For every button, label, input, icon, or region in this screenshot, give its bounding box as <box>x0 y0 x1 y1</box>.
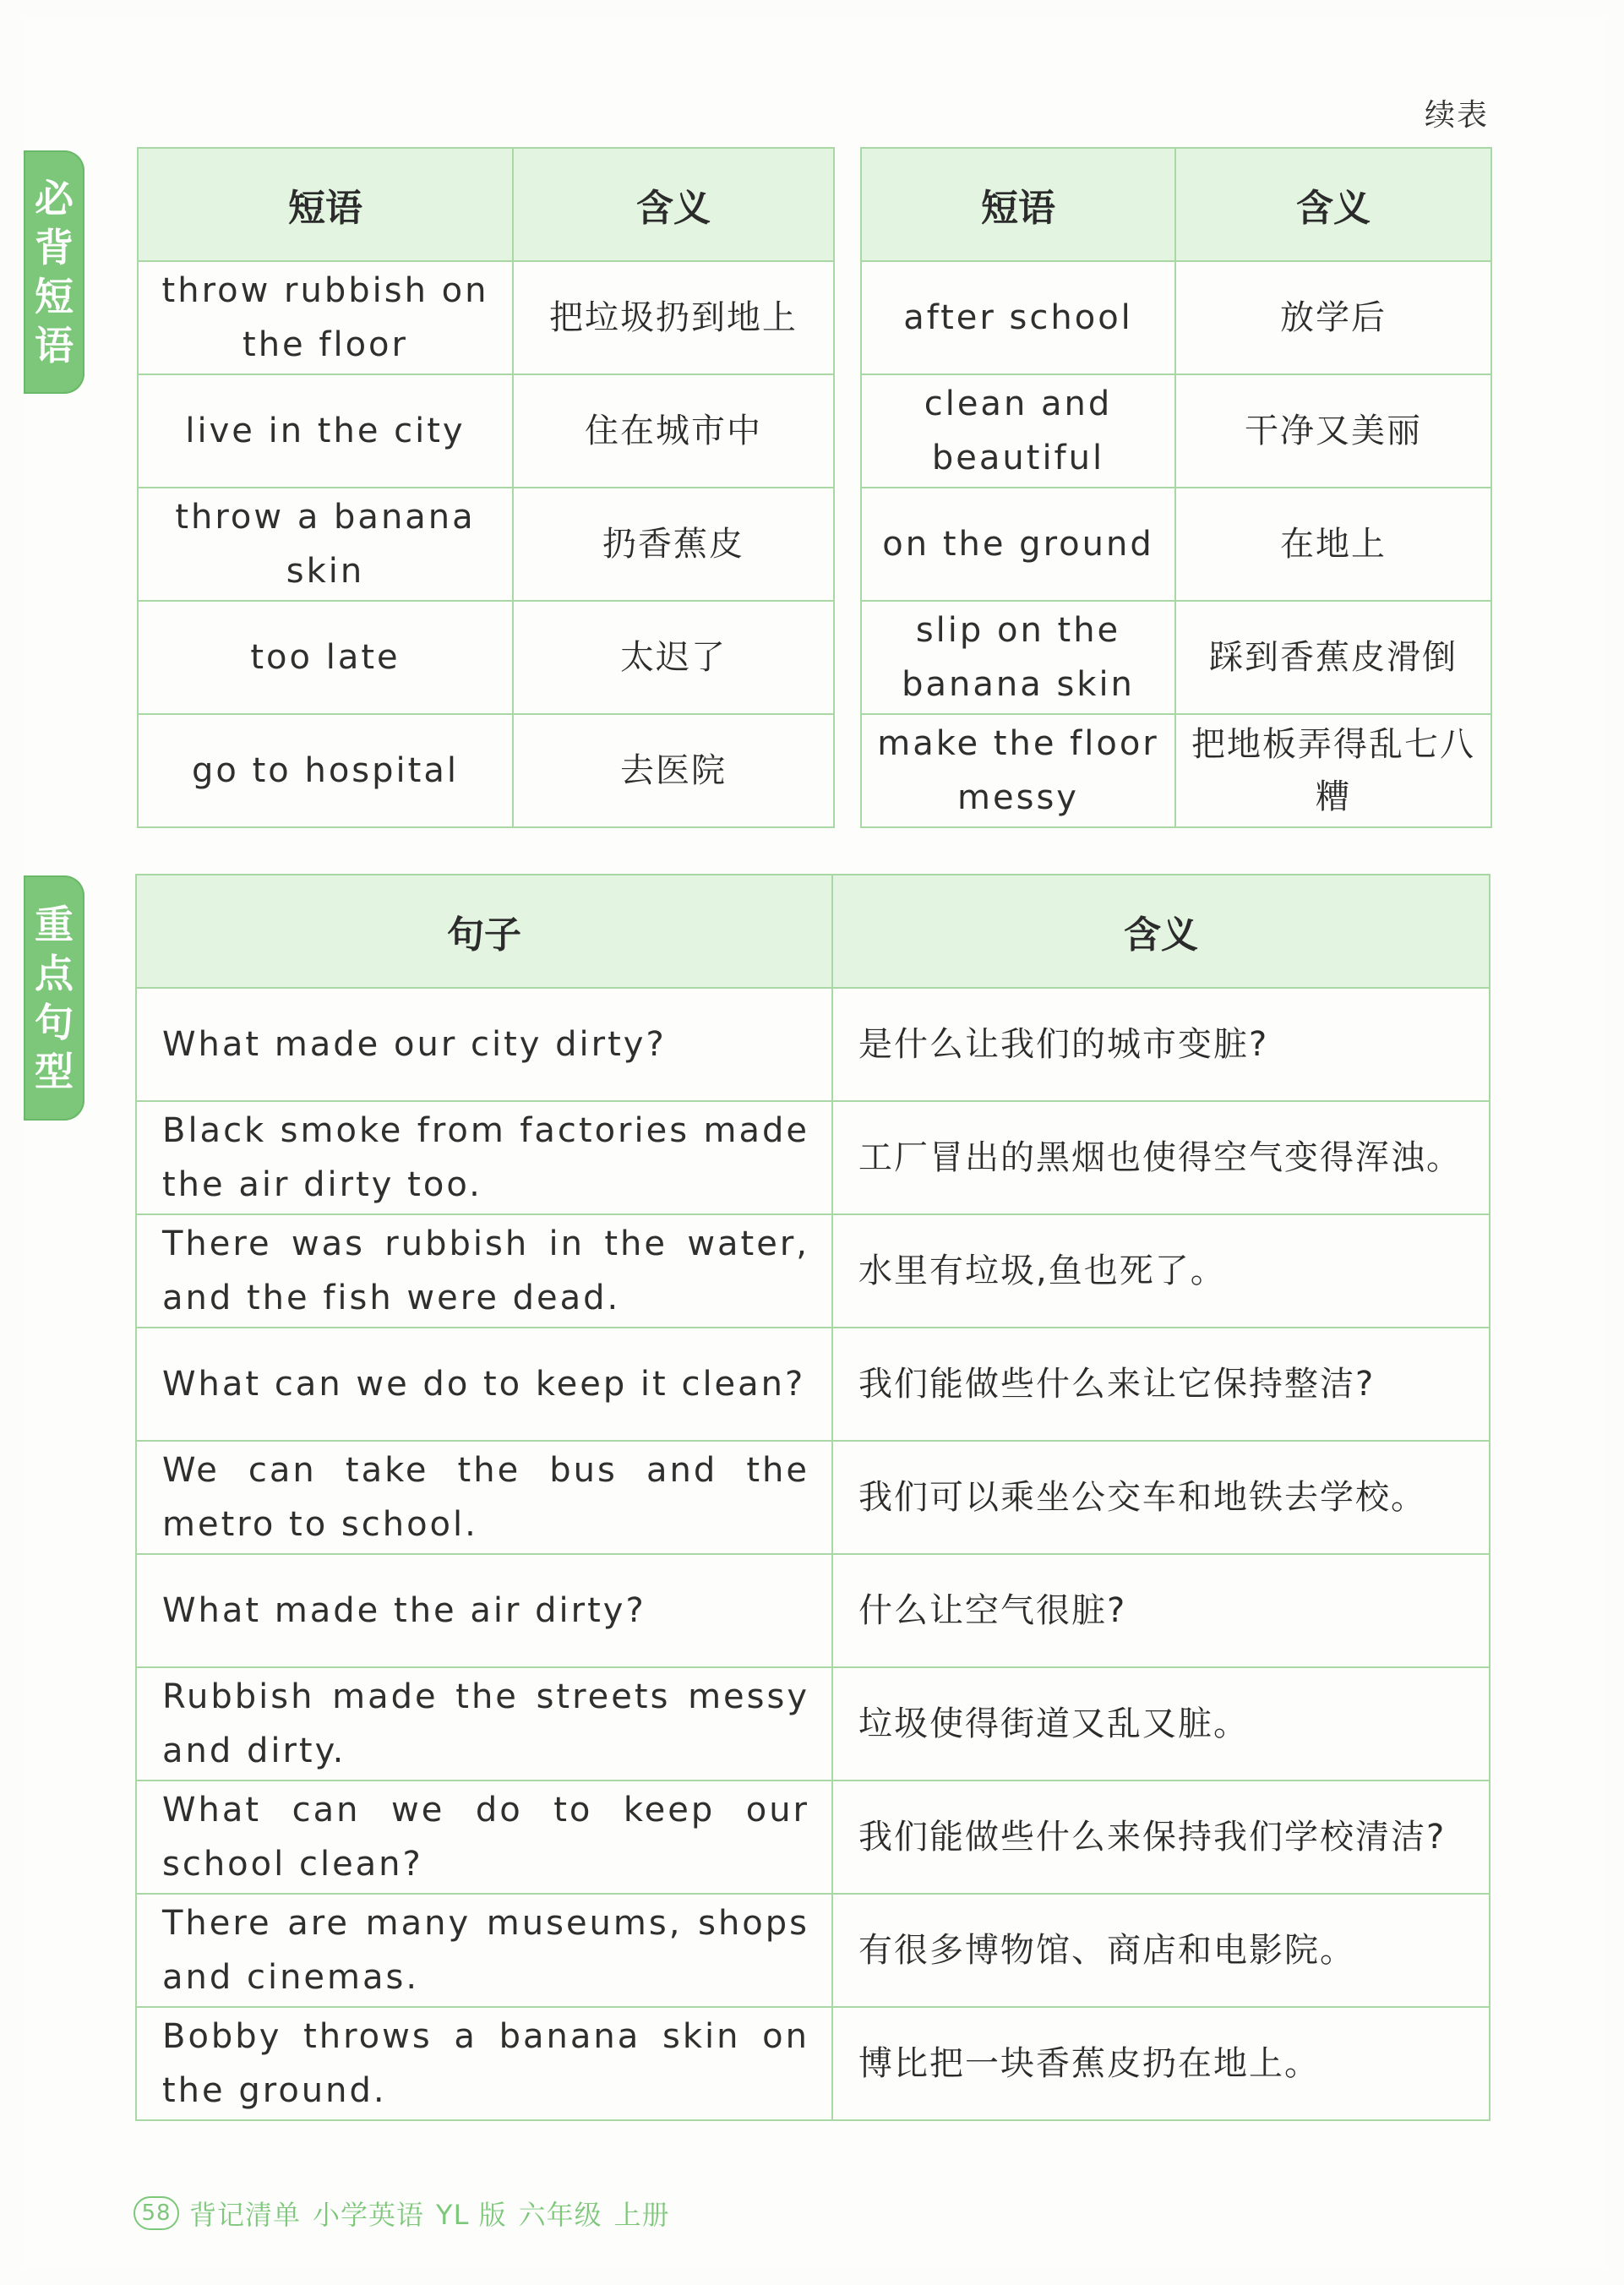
header-sentence: 句子 <box>136 875 832 988</box>
book-title: 背记清单 <box>189 2199 302 2231</box>
edition: YL 版 <box>436 2199 507 2231</box>
table-header-row <box>136 875 1490 988</box>
sentence-zh: 什么让空气很脏? <box>832 1554 1490 1667</box>
sentence-en: Black smoke from factories made the air dirty too. <box>136 1101 832 1214</box>
sentence-zh: 我们能做些什么来让它保持整洁? <box>832 1328 1490 1441</box>
table-row <box>861 488 1491 601</box>
phrase-zh: 住在城市中 <box>513 374 834 488</box>
side-tab-char: 型 <box>35 1049 74 1094</box>
phrase-table-right <box>860 147 1492 828</box>
table-row <box>136 1101 1490 1214</box>
header-phrase: 短语 <box>138 148 513 261</box>
sentence-en: There was rubbish in the water, and the fish were dead. <box>136 1214 832 1328</box>
phrase-zh: 在地上 <box>1175 488 1491 601</box>
sentence-en: What can we do to keep our school clean? <box>136 1781 832 1894</box>
side-tab-must-memorize-phrases <box>24 150 84 394</box>
side-tab-char: 短 <box>35 274 74 319</box>
side-tab-char: 语 <box>35 323 74 368</box>
header-phrase: 短语 <box>861 148 1175 261</box>
table-row <box>138 601 834 714</box>
table-row <box>861 374 1491 488</box>
grade: 六年级 <box>518 2199 602 2231</box>
side-tab-char: 句 <box>35 1000 74 1045</box>
table-row <box>138 261 834 374</box>
sentence-zh: 有很多博物馆、商店和电影院。 <box>832 1894 1490 2007</box>
header-meaning: 含义 <box>513 148 834 261</box>
phrase-en: go to hospital <box>138 714 513 827</box>
phrase-en: too late <box>138 601 513 714</box>
phrase-en: throw a banana skin <box>138 488 513 601</box>
table-row <box>138 374 834 488</box>
table-row <box>861 714 1491 827</box>
sentence-zh: 我们可以乘坐公交车和地铁去学校。 <box>832 1441 1490 1554</box>
phrase-en: after school <box>861 261 1175 374</box>
sentence-zh: 博比把一块香蕉皮扔在地上。 <box>832 2007 1490 2120</box>
phrase-en: slip on the banana skin <box>861 601 1175 714</box>
subject: 小学英语 <box>313 2199 425 2231</box>
table-row <box>136 1781 1490 1894</box>
phrase-en: on the ground <box>861 488 1175 601</box>
side-tab-char: 点 <box>35 951 74 996</box>
table-row <box>861 261 1491 374</box>
sentence-en: There are many museums, shops and cinemas. <box>136 1894 832 2007</box>
table-row <box>136 988 1490 1101</box>
sentence-zh: 是什么让我们的城市变脏? <box>832 988 1490 1101</box>
table-row <box>136 2007 1490 2120</box>
table-row <box>138 714 834 827</box>
table-header-row <box>138 148 834 261</box>
phrase-zh: 干净又美丽 <box>1175 374 1491 488</box>
side-tab-key-sentences <box>24 875 84 1121</box>
table-row <box>136 1894 1490 2007</box>
side-tab-char: 重 <box>35 902 74 947</box>
header-meaning: 含义 <box>832 875 1490 988</box>
page-number: 58 <box>134 2196 179 2230</box>
side-tab-char: 背 <box>35 225 74 270</box>
phrase-zh: 踩到香蕉皮滑倒 <box>1175 601 1491 714</box>
table-row <box>136 1554 1490 1667</box>
phrase-table-left <box>137 147 835 828</box>
phrase-zh: 把地板弄得乱七八糟 <box>1175 714 1491 827</box>
sentence-en: Bobby throws a banana skin on the ground. <box>136 2007 832 2120</box>
sentence-en: What made the air dirty? <box>136 1554 832 1667</box>
phrase-zh: 扔香蕉皮 <box>513 488 834 601</box>
sentence-zh: 垃圾使得街道又乱又脏。 <box>832 1667 1490 1781</box>
header-meaning: 含义 <box>1175 148 1491 261</box>
table-row <box>136 1328 1490 1441</box>
sentence-table <box>135 874 1490 2121</box>
table-row <box>136 1667 1490 1781</box>
phrase-en: live in the city <box>138 374 513 488</box>
sentence-en: What can we do to keep it clean? <box>136 1328 832 1441</box>
side-tab-char: 必 <box>35 176 74 221</box>
page-footer <box>134 2194 682 2233</box>
sentence-zh: 我们能做些什么来保持我们学校清洁? <box>832 1781 1490 1894</box>
table-row <box>138 488 834 601</box>
table-header-row <box>861 148 1491 261</box>
phrase-en: throw rubbish on the floor <box>138 261 513 374</box>
table-row <box>136 1214 1490 1328</box>
volume: 上册 <box>613 2199 670 2231</box>
sentence-zh: 工厂冒出的黑烟也使得空气变得浑浊。 <box>832 1101 1490 1214</box>
table-row <box>861 601 1491 714</box>
continued-label: 续表 <box>1425 98 1490 133</box>
sentence-en: We can take the bus and the metro to school. <box>136 1441 832 1554</box>
phrase-en: clean and beautiful <box>861 374 1175 488</box>
phrase-zh: 放学后 <box>1175 261 1491 374</box>
table-row <box>136 1441 1490 1554</box>
phrase-en: make the floor messy <box>861 714 1175 827</box>
phrase-zh: 太迟了 <box>513 601 834 714</box>
sentence-en: What made our city dirty? <box>136 988 832 1101</box>
phrase-zh: 把垃圾扔到地上 <box>513 261 834 374</box>
phrase-zh: 去医院 <box>513 714 834 827</box>
sentence-en: Rubbish made the streets messy and dirty. <box>136 1667 832 1781</box>
sentence-zh: 水里有垃圾,鱼也死了。 <box>832 1214 1490 1328</box>
